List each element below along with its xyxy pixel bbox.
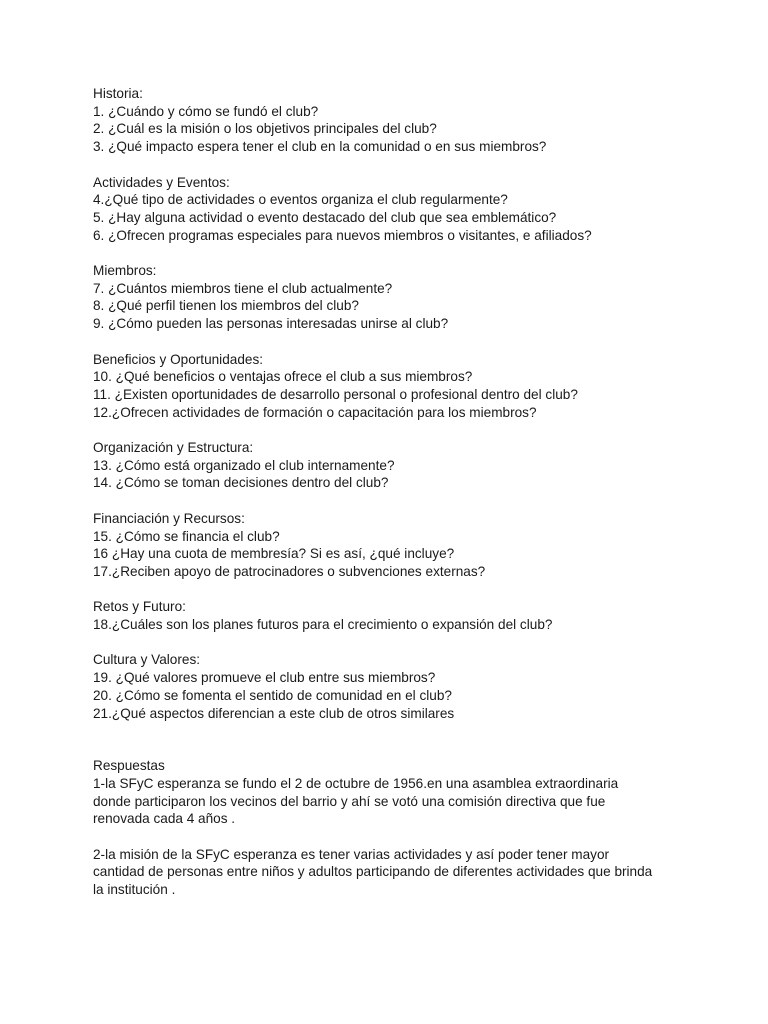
question-item: 8. ¿Qué perfil tienen los miembros del club?: [93, 298, 359, 314]
section-actividades-eventos: [93, 174, 653, 245]
question-item: 4.¿Qué tipo de actividades o eventos organiza el club regularmente?: [93, 192, 508, 208]
answers-section: [93, 757, 653, 899]
question-item: 7. ¿Cuántos miembros tiene el club actualmente?: [93, 280, 393, 296]
question-item: 11. ¿Existen oportunidades de desarrollo personal o profesional dentro del club?: [93, 386, 578, 402]
section-heading: Beneficios y Oportunidades:: [93, 351, 264, 367]
section-financiacion-recursos: [93, 510, 653, 581]
question-item: 9. ¿Cómo pueden las personas interesadas unirse al club?: [93, 316, 449, 332]
question-item: 17.¿Reciben apoyo de patrocinadores o subvenciones externas?: [93, 563, 486, 579]
section-heading: Cultura y Valores:: [93, 652, 201, 668]
question-item: 18.¿Cuáles son los planes futuros para el crecimiento o expansión del club?: [93, 617, 553, 632]
question-item: 15. ¿Cómo se financia el club?: [93, 528, 280, 544]
section-retos-futuro: [93, 598, 653, 633]
section-heading: Actividades y Eventos:: [93, 174, 230, 190]
question-item: 1. ¿Cuándo y cómo se fundó el club?: [93, 103, 319, 119]
question-item: 3. ¿Qué impacto espera tener el club en la comunidad o en sus miembros?: [93, 139, 547, 155]
question-item: 20. ¿Cómo se fomenta el sentido de comunidad en el club?: [93, 687, 452, 703]
question-item: 13. ¿Cómo está organizado el club internamente?: [93, 457, 395, 473]
question-item: 10. ¿Qué beneficios o ventajas ofrece el club a sus miembros?: [93, 369, 473, 385]
question-item: 16 ¿Hay una cuota de membresía? Si es así, ¿qué incluye?: [93, 546, 455, 562]
section-heading: Retos y Futuro:: [93, 599, 186, 615]
section-beneficios-oportunidades: [93, 351, 653, 422]
section-historia: [93, 85, 653, 156]
section-organizacion-estructura: [93, 439, 653, 492]
section-miembros: [93, 262, 653, 333]
section-heading: Historia:: [93, 86, 143, 101]
answer-item: 2-la misión de la SFyC esperanza es tener varias actividades y así poder tener mayor cantidad de personas entre niños y adultos participando de diferentes actividades que brinda la institución .: [93, 846, 653, 898]
document-page: [93, 85, 653, 899]
question-item: 21.¿Qué aspectos diferencian a este club de otros similares: [93, 705, 455, 721]
question-item: 12.¿Ofrecen actividades de formación o capacitación para los miembros?: [93, 404, 537, 420]
section-heading: Organización y Estructura:: [93, 440, 254, 455]
answers-heading: Respuestas: [93, 758, 165, 774]
section-heading: Miembros:: [93, 263, 157, 278]
question-item: 5. ¿Hay alguna actividad o evento destacado del club que sea emblemático?: [93, 209, 557, 225]
section-cultura-valores: [93, 651, 653, 722]
answer-item: 1-la SFyC esperanza se fundo el 2 de octubre de 1956.en una asamblea extraordinaria donde participaron los vecinos del barrio y ahí se votó una comisión directiva que fue renovada cada 4 años .: [93, 775, 619, 827]
section-heading: Financiación y Recursos:: [93, 510, 245, 526]
question-item: 6. ¿Ofrecen programas especiales para nuevos miembros o visitantes, e afiliados?: [93, 227, 592, 243]
question-item: 14. ¿Cómo se toman decisiones dentro del club?: [93, 475, 389, 491]
question-item: 19. ¿Qué valores promueve el club entre sus miembros?: [93, 670, 436, 686]
question-item: 2. ¿Cuál es la misión o los objetivos principales del club?: [93, 121, 437, 137]
